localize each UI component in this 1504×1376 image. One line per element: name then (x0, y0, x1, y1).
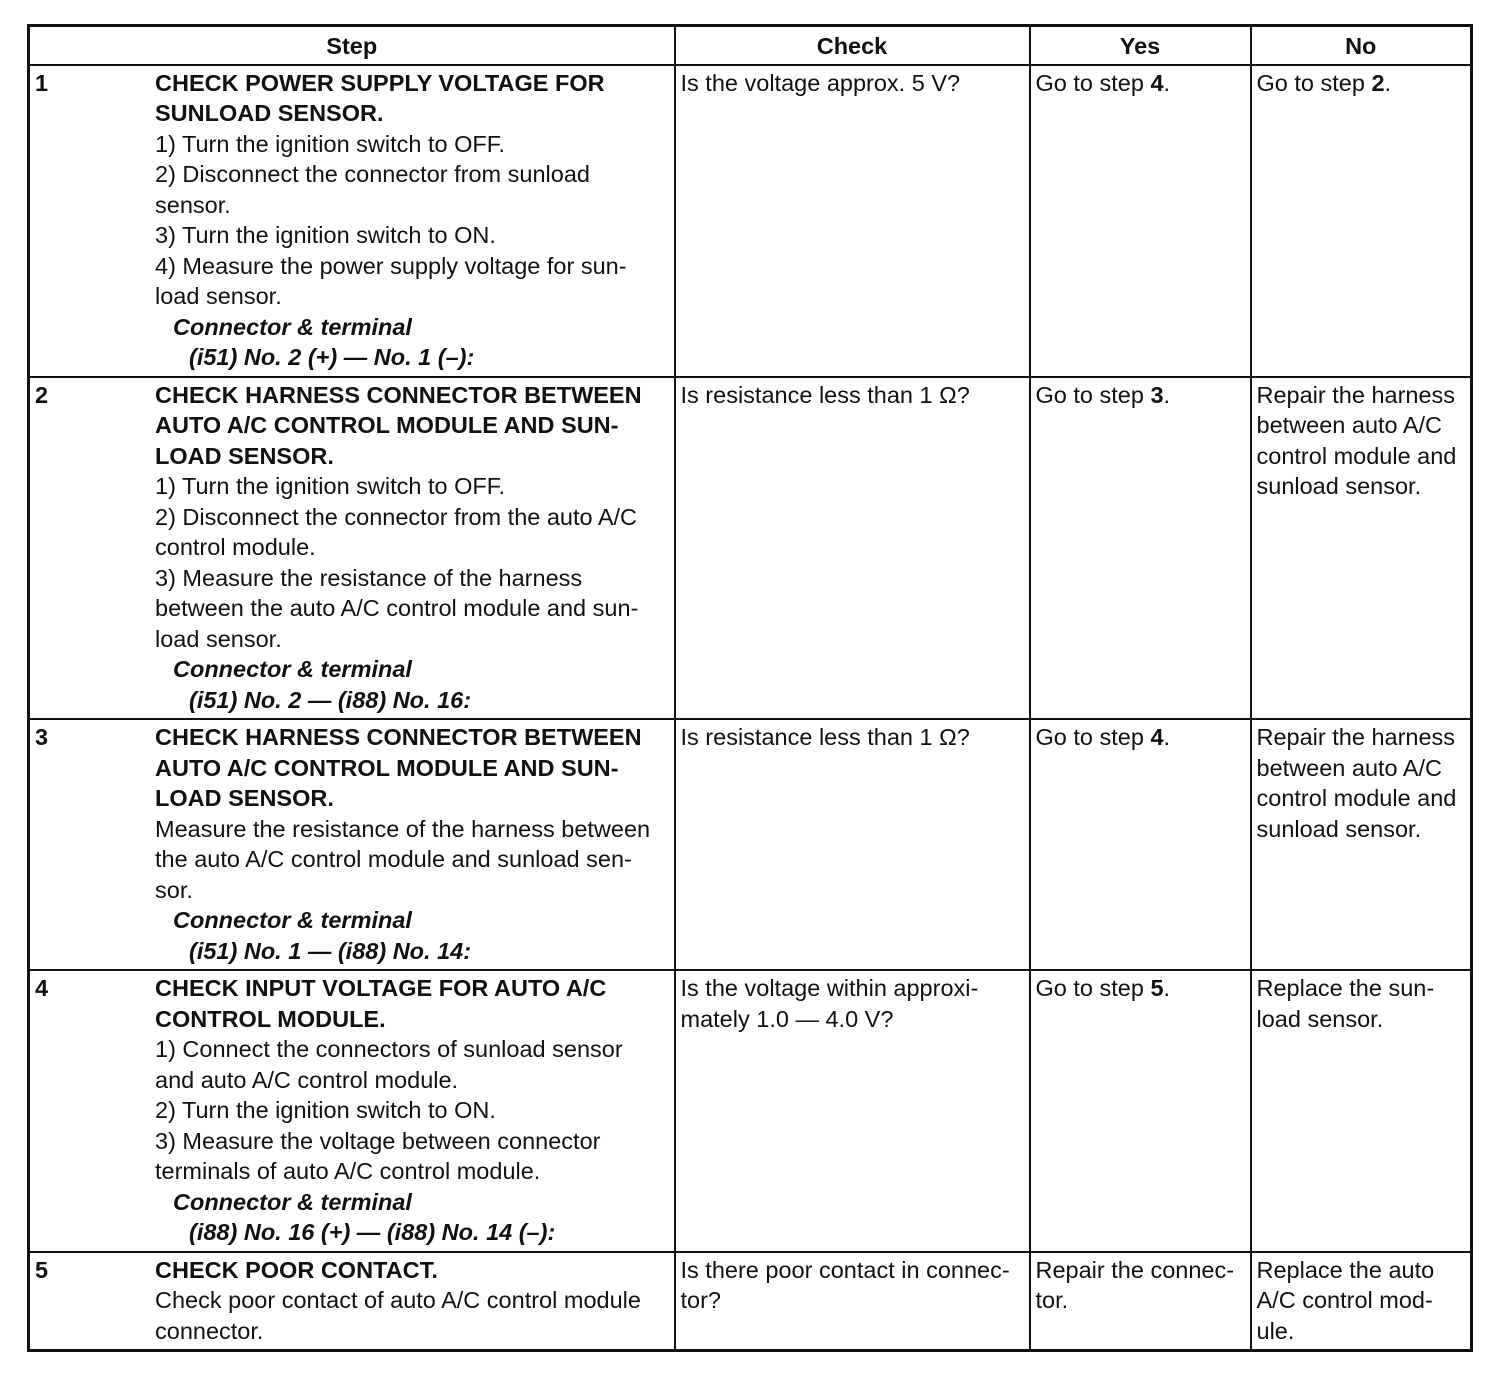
no-line: control module and (1256, 442, 1457, 469)
table-row (29, 719, 1472, 970)
table-row (29, 65, 1472, 377)
connector-terminal-label: Connector & terminal (173, 656, 412, 682)
yes-cell (1030, 1252, 1251, 1351)
check-line: mately 1.0 — 4.0 V? (680, 1005, 894, 1032)
check-cell (675, 970, 1030, 1252)
header-row (29, 26, 1472, 65)
step-line: sensor. (155, 191, 231, 218)
no-line: Repair the harness (1256, 724, 1456, 750)
yes-cell (1030, 65, 1251, 377)
step-title: LOAD SENSOR. (155, 785, 334, 811)
no-line: A/C control mod- (1256, 1287, 1433, 1313)
yes-line (1036, 68, 1245, 99)
header-step: Step (29, 26, 675, 65)
check-line: Is resistance less than 1 Ω? (680, 381, 970, 408)
step-line: connector. (155, 1317, 264, 1344)
step-line: 1) Turn the ignition switch to OFF. (155, 473, 506, 499)
yes-text: Go to step (1035, 975, 1151, 1001)
connector-terminal-value: (i51) No. 2 — (i88) No. 16: (189, 686, 472, 713)
yes-line (1036, 1255, 1245, 1286)
diagnostic-table (27, 24, 1473, 1352)
yes-suffix: . (1163, 381, 1171, 408)
yes-step-number: 3 (1150, 381, 1164, 408)
step-title: CHECK HARNESS CONNECTOR BETWEEN (155, 724, 642, 750)
step-number: 5 (35, 1256, 49, 1283)
check-line: tor? (680, 1287, 721, 1313)
step-number: 3 (35, 724, 49, 750)
step-wrap (35, 380, 669, 716)
yes-line (1036, 380, 1245, 411)
step-line: 3) Turn the ignition switch to ON. (155, 222, 496, 248)
connector-terminal-label: Connector & terminal (173, 907, 412, 933)
yes-step-number: 5 (1150, 975, 1164, 1001)
step-body (155, 722, 669, 966)
step-wrap (35, 973, 669, 1248)
check-cell (675, 1252, 1030, 1351)
step-line: terminals of auto A/C control module. (155, 1158, 541, 1184)
step-line: between the auto A/C control module and sun- (155, 595, 639, 621)
step-title: CHECK INPUT VOLTAGE FOR AUTO A/C (155, 975, 607, 1001)
yes-text: Go to step (1035, 724, 1151, 750)
step-line: Check poor contact of auto A/C control module (155, 1287, 641, 1313)
table-row (29, 377, 1472, 720)
no-cell (1251, 970, 1472, 1252)
yes-text: Go to step (1035, 381, 1151, 408)
no-line: Replace the auto (1256, 1256, 1435, 1283)
check-cell (675, 377, 1030, 720)
check-line: Is the voltage approx. 5 V? (680, 69, 961, 96)
step-title: SUNLOAD SENSOR. (155, 100, 384, 126)
step-line: control module. (155, 534, 316, 560)
step-line: and auto A/C control module. (155, 1066, 459, 1093)
check-line: Is there poor contact in connec- (680, 1256, 1010, 1283)
no-line: control module and (1256, 785, 1457, 811)
connector-terminal-label: Connector & terminal (173, 313, 412, 340)
table-row (29, 970, 1472, 1252)
yes-suffix: . (1163, 69, 1171, 96)
step-title: AUTO A/C CONTROL MODULE AND SUN- (155, 754, 619, 781)
step-cell (29, 65, 675, 377)
yes-cell (1030, 719, 1251, 970)
connector-terminal-value: (i51) No. 2 (+) — No. 1 (–): (189, 344, 475, 370)
step-line: 1) Turn the ignition switch to OFF. (155, 130, 506, 157)
no-step-number: 2 (1371, 69, 1385, 96)
connector-terminal-label: Connector & terminal (173, 1188, 412, 1215)
no-line: sunload sensor. (1256, 473, 1422, 499)
step-wrap (35, 1255, 669, 1347)
step-line: 3) Measure the resistance of the harness (155, 564, 583, 591)
step-line: 1) Connect the connectors of sunload sensor (155, 1036, 623, 1062)
header-yes: Yes (1030, 26, 1251, 65)
step-cell (29, 970, 675, 1252)
step-line: 2) Turn the ignition switch to ON. (155, 1097, 496, 1123)
yes-step-number: 4 (1150, 724, 1164, 750)
diagnostic-page (27, 24, 1470, 1352)
step-body (155, 1255, 669, 1347)
step-cell (29, 1252, 675, 1351)
yes-line: tor. (1035, 1287, 1069, 1313)
no-suffix: . (1384, 69, 1392, 96)
no-line: between auto A/C (1256, 754, 1443, 781)
yes-cell (1030, 377, 1251, 720)
step-body (155, 68, 669, 373)
no-line (1257, 68, 1466, 99)
step-number: 4 (35, 975, 49, 1001)
step-body (155, 973, 669, 1248)
no-cell (1251, 719, 1472, 970)
step-number: 2 (35, 381, 49, 408)
step-cell (29, 377, 675, 720)
step-line: 4) Measure the power supply voltage for sun- (155, 252, 627, 279)
step-title: AUTO A/C CONTROL MODULE AND SUN- (155, 412, 619, 438)
no-line: Repair the harness (1256, 381, 1456, 408)
step-cell (29, 719, 675, 970)
no-line: sunload sensor. (1256, 815, 1422, 842)
yes-suffix: . (1163, 724, 1171, 750)
header-no: No (1251, 26, 1472, 65)
step-title: CHECK POWER SUPPLY VOLTAGE FOR (155, 69, 605, 96)
no-cell (1251, 1252, 1472, 1351)
step-body (155, 380, 669, 716)
no-cell (1251, 377, 1472, 720)
step-number: 1 (35, 69, 49, 96)
table-row (29, 1252, 1472, 1351)
step-line: 3) Measure the voltage between connector (155, 1127, 601, 1154)
no-text: Go to step (1256, 69, 1372, 96)
yes-suffix: . (1163, 975, 1171, 1001)
step-line: 2) Disconnect the connector from the auto A/C (155, 503, 638, 530)
connector-terminal-value: (i51) No. 1 — (i88) No. 14: (189, 937, 472, 964)
step-wrap (35, 68, 669, 373)
header-check: Check (675, 26, 1030, 65)
step-line: the auto A/C control module and sunload sen- (155, 846, 632, 872)
yes-text: Repair the connec- (1035, 1256, 1235, 1283)
check-cell (675, 65, 1030, 377)
step-line: 2) Disconnect the connector from sunload (155, 161, 590, 187)
no-line: ule. (1256, 1317, 1295, 1344)
no-cell (1251, 65, 1472, 377)
step-title: CHECK POOR CONTACT. (155, 1256, 438, 1283)
check-cell (675, 719, 1030, 970)
yes-step-number: 4 (1150, 69, 1164, 96)
no-line: between auto A/C (1256, 412, 1443, 438)
connector-terminal-value: (i88) No. 16 (+) — (i88) No. 14 (–): (189, 1219, 556, 1245)
yes-cell (1030, 970, 1251, 1252)
step-title: CONTROL MODULE. (155, 1005, 386, 1032)
check-line: Is resistance less than 1 Ω? (680, 724, 970, 750)
yes-text: Go to step (1035, 69, 1151, 96)
step-title: CHECK HARNESS CONNECTOR BETWEEN (155, 381, 642, 408)
step-wrap (35, 722, 669, 966)
step-line: Measure the resistance of the harness between (155, 815, 651, 842)
step-line: load sensor. (155, 625, 282, 652)
step-title: LOAD SENSOR. (155, 442, 334, 469)
check-line: Is the voltage within approxi- (680, 975, 979, 1001)
step-line: sor. (155, 876, 193, 903)
no-line: load sensor. (1256, 1005, 1384, 1032)
step-line: load sensor. (155, 283, 282, 309)
yes-line (1036, 973, 1245, 1004)
yes-line (1036, 722, 1245, 753)
no-line: Replace the sun- (1256, 975, 1435, 1001)
